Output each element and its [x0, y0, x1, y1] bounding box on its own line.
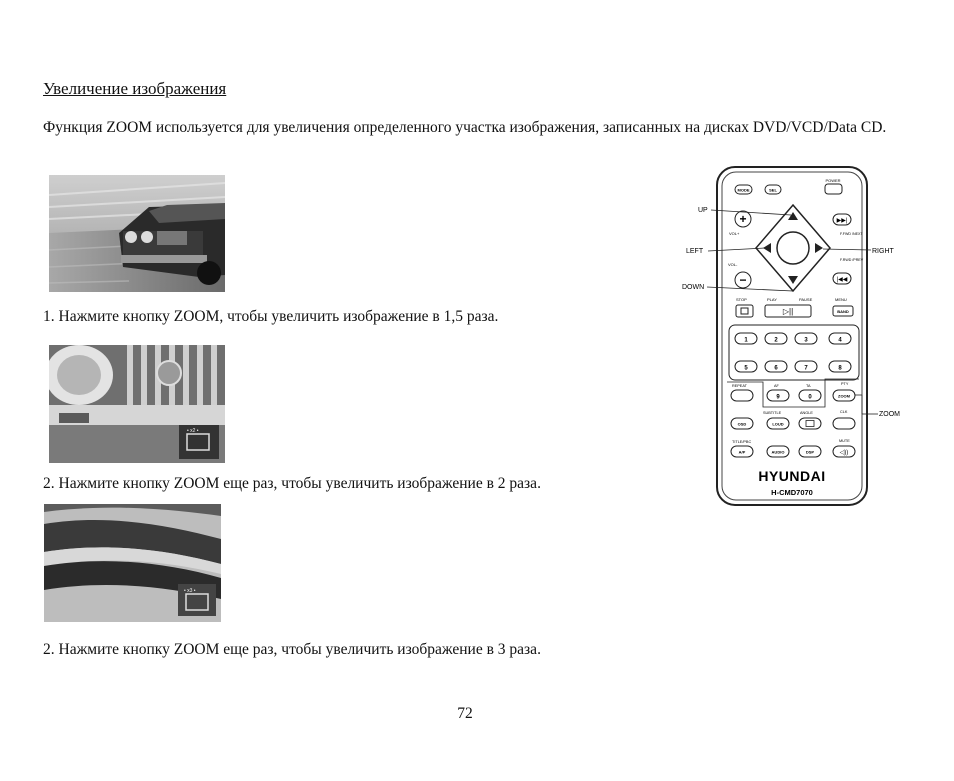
digit-7-label: 7 — [804, 365, 808, 372]
ta-label: TA — [806, 384, 811, 388]
remote-control-illustration — [680, 163, 908, 513]
digit-6-label: 6 — [774, 365, 778, 372]
svg-text:• x2 •: • x2 • — [187, 428, 199, 434]
mute-icon: ◁)) — [839, 450, 849, 456]
minus-icon: − — [739, 273, 747, 287]
car-photo-normal — [49, 175, 225, 292]
next-icon: ▶▶| — [836, 218, 848, 224]
angle-label: ANGLE — [800, 411, 813, 415]
digit-0-label: 0 — [808, 394, 812, 401]
digit-2-label: 2 — [774, 337, 778, 344]
dsp-label: DSP — [805, 449, 815, 455]
car-photo-zoom-2x — [49, 345, 225, 463]
clk-label: CLK — [840, 410, 848, 414]
digit-4-label: 4 — [838, 337, 842, 344]
callout-up: UP — [698, 207, 708, 214]
digit-8-label: 8 — [838, 365, 842, 372]
callout-left: LEFT — [686, 248, 704, 255]
play-label: PLAY — [767, 297, 777, 302]
plus-icon: + — [739, 212, 747, 226]
vol-plus-label: VOL+ — [729, 231, 740, 236]
loud-label: LOUD — [772, 421, 784, 427]
callout-down: DOWN — [682, 284, 705, 291]
step-1: 1. Нажмите кнопку ZOOM, чтобы увеличить изображение в 1,5 раза. — [43, 308, 499, 325]
brand-logo: HYUNDAI — [758, 468, 826, 484]
rew-label: F.RWD /PREV — [840, 258, 864, 262]
digit-3-label: 3 — [804, 337, 808, 344]
step-2: 2. Нажмите кнопку ZOOM еще раз, чтобы увеличить изображение в 2 раза. — [43, 475, 541, 492]
subtitle-label: SUBTITLE — [763, 411, 782, 415]
osd-label: OSD — [737, 421, 747, 427]
section-title: Увеличение изображения — [43, 79, 227, 98]
page-number: 72 — [457, 705, 473, 722]
pty-label: PTY — [841, 382, 849, 386]
callout-zoom: ZOOM — [879, 411, 900, 418]
menu-label: MENU — [835, 297, 847, 302]
mode-label: MODE — [737, 187, 750, 193]
callout-right: RIGHT — [872, 248, 894, 255]
ap-label: A/P — [738, 449, 746, 455]
digit-1-label: 1 — [744, 337, 748, 344]
audio-label: AUDIO — [771, 449, 785, 455]
power-button[interactable] — [825, 184, 842, 194]
car-photo-zoom-3x — [44, 504, 221, 622]
pause-label: PAUSE — [799, 297, 813, 302]
step-3: 2. Нажмите кнопку ZOOM еще раз, чтобы увеличить изображение в 3 раза. — [43, 641, 541, 658]
prev-icon: |◀◀ — [836, 277, 848, 283]
mute-label: MUTE — [839, 439, 850, 443]
band-label: BAND — [837, 309, 849, 314]
title-pbc-label: TITLE/PBC — [732, 440, 752, 444]
play-pause-icon: ▷|| — [782, 307, 794, 316]
model-label: H-CMD7070 — [771, 488, 813, 497]
digit-9-label: 9 — [776, 394, 780, 401]
intro-paragraph: Функция ZOOM используется для увеличения определенного участка изображения, записанных на дисках DVD/VCD/Data CD. — [43, 119, 887, 136]
dpad-center-button[interactable] — [777, 232, 809, 264]
fwd-label: F.FWD /NEXT — [840, 232, 863, 236]
stop-label: STOP — [736, 297, 747, 302]
angle-button[interactable] — [799, 418, 821, 429]
svg-text:• x3 •: • x3 • — [184, 588, 196, 594]
repeat-button[interactable] — [731, 390, 753, 401]
digit-5-label: 5 — [744, 365, 748, 372]
sel-label: SEL — [769, 187, 777, 193]
af-label: AF — [774, 384, 779, 388]
stop-button[interactable] — [736, 305, 753, 317]
clk-button[interactable] — [833, 418, 855, 429]
power-label: POWER — [825, 178, 841, 183]
vol-minus-label: VOL- — [728, 262, 738, 267]
repeat-label: REPEAT — [732, 384, 747, 388]
zoom-button-label: ZOOM — [838, 393, 850, 399]
